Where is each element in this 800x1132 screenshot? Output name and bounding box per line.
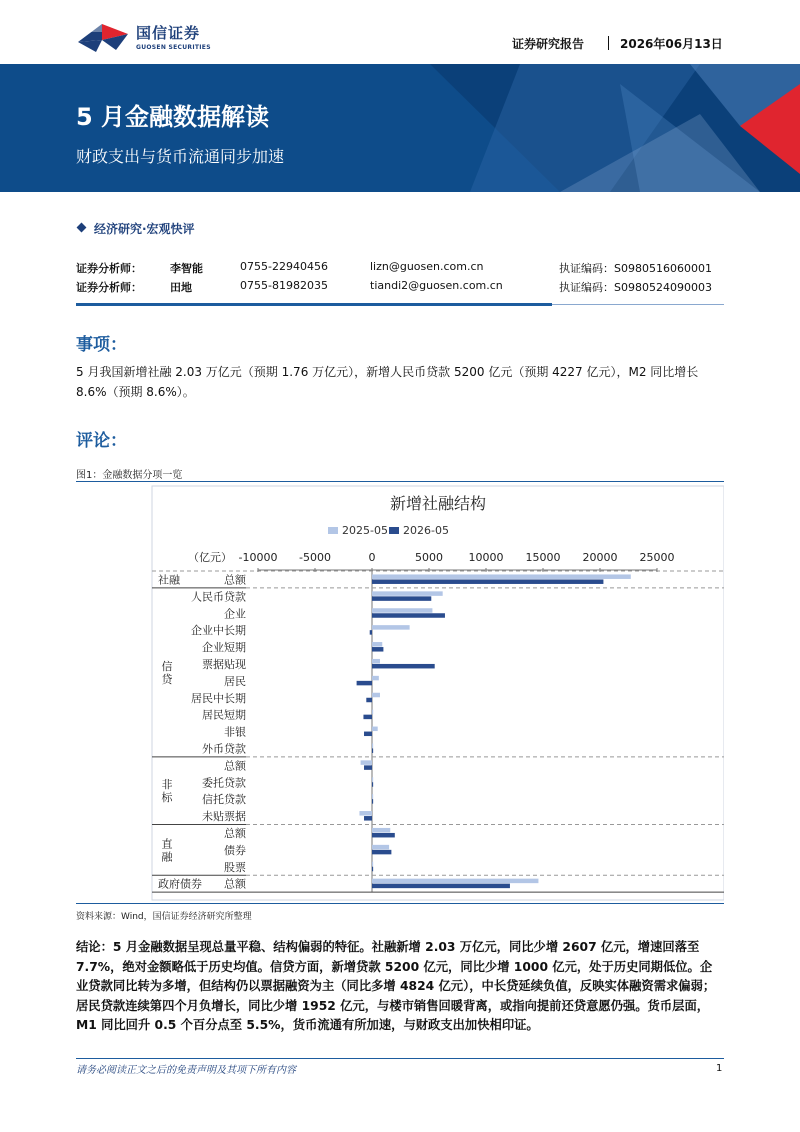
axis-unit-label: （亿元） bbox=[188, 551, 232, 564]
page-title: 5 月金融数据解读 bbox=[76, 103, 270, 131]
bar-2026-05 bbox=[372, 748, 373, 753]
category-label: 居民中长期 bbox=[191, 691, 246, 705]
analyst-cert: 执证编码：S0980516060001 bbox=[559, 262, 712, 275]
legend-label: 2025-05 bbox=[342, 524, 388, 537]
section-heading-comment: 评论： bbox=[76, 431, 127, 451]
chart-title: 新增社融结构 bbox=[389, 494, 487, 513]
group-label: 融 bbox=[161, 850, 173, 864]
analyst-row bbox=[76, 260, 726, 276]
category-label: 总额 bbox=[224, 877, 246, 891]
category-label: 股票 bbox=[224, 860, 246, 874]
disclaimer-note[interactable]: 请务必阅读正文之后的免责声明及其项下所有内容 bbox=[76, 1065, 296, 1076]
bar-2025-05 bbox=[372, 727, 378, 732]
category-label: 信托贷款 bbox=[202, 793, 246, 807]
diamond-icon bbox=[77, 223, 87, 233]
x-tick-label: 20000 bbox=[582, 551, 618, 564]
analyst-phone: 0755-81982035 bbox=[240, 279, 328, 292]
group-label: 社融 bbox=[158, 573, 180, 587]
group-label: 政府债券 bbox=[158, 877, 202, 891]
x-tick-label: 25000 bbox=[639, 551, 675, 564]
category-label: 债券 bbox=[224, 843, 246, 857]
bar-2025-05 bbox=[372, 862, 373, 867]
report-date: 2026年06月13日 bbox=[620, 37, 723, 51]
bar-2026-05 bbox=[364, 732, 372, 737]
category-label: 非银 bbox=[224, 725, 246, 739]
category-label: 总额 bbox=[224, 759, 246, 773]
legend-swatch bbox=[328, 527, 338, 534]
bar-2026-05 bbox=[366, 698, 372, 703]
bar-2025-05 bbox=[361, 760, 372, 765]
guosen-logo-icon bbox=[76, 20, 130, 54]
conclusion-paragraph: 结论：5 月金融数据呈现总量平稳、结构偏弱的特征。社融新增 2.03 万亿元，同比少增 2607 亿元，增速回落至 7.7%，绝对金额略低于历史均值。信贷方面，新增贷款 5200 亿元，同比少增 1000 亿元，处于历史同期低位。企业贷款同比转为多增，但结构仍以票据融资为主（同比多增 4824 亿元），中长贷延续负值，反映实体融资需求偏弱；居民贷款连续第四个月负增长，同比少增 1952 亿元，与楼市销售回暖背离，或指向提前还贷意愿仍强。货币层面，M1 同比回升 0.5 个百分点至 5.5%，货币流通有所加速，与财政支出加快相印证。 bbox=[76, 940, 716, 1032]
legend-swatch bbox=[389, 527, 399, 534]
analyst-divider-thin bbox=[552, 304, 724, 305]
category-label: 人民币贷款 bbox=[191, 590, 246, 604]
analyst-role: 证券分析师： bbox=[76, 281, 142, 294]
bar-2026-05 bbox=[372, 664, 435, 669]
logo-text: 国信证券 bbox=[136, 24, 201, 42]
x-tick-label: -10000 bbox=[238, 551, 278, 564]
bar-2025-05 bbox=[372, 710, 373, 715]
bar-2026-05 bbox=[372, 782, 373, 787]
bar-2025-05 bbox=[372, 845, 389, 850]
footer-rule bbox=[76, 1058, 724, 1059]
group-label: 信 bbox=[161, 659, 173, 673]
category-label: 居民短期 bbox=[202, 708, 246, 722]
social-financing-chart bbox=[76, 482, 724, 902]
legend-label: 2026-05 bbox=[403, 524, 449, 537]
page-number: 1 bbox=[716, 1063, 723, 1074]
bar-2026-05 bbox=[372, 799, 373, 804]
bar-2026-05 bbox=[372, 579, 603, 584]
bar-2026-05 bbox=[372, 850, 391, 855]
analyst-email[interactable]: tiandi2@guosen.com.cn bbox=[370, 279, 503, 292]
category-label: 未贴票据 bbox=[202, 810, 246, 824]
bar-2026-05 bbox=[372, 833, 395, 838]
analyst-name: 田地 bbox=[170, 281, 192, 294]
x-tick-label: -5000 bbox=[299, 551, 331, 564]
bar-2026-05 bbox=[357, 681, 372, 686]
bar-2025-05 bbox=[372, 676, 379, 681]
group-label: 非 bbox=[161, 778, 173, 792]
category-label: 外币贷款 bbox=[202, 742, 246, 756]
bar-2025-05 bbox=[372, 743, 373, 748]
category-label: 票据贴现 bbox=[202, 657, 246, 671]
matters-paragraph: 5 月我国新增社融 2.03 万亿元（预期 1.76 万亿元），新增人民币贷款 5200 亿元（预期 4227 亿元），M2 同比增长 8.6%（预期 8.6%）。 bbox=[76, 365, 699, 399]
category-label: 总额 bbox=[224, 573, 246, 587]
group-label: 直 bbox=[161, 837, 173, 851]
category-label: 总额 bbox=[224, 826, 246, 840]
page-subtitle: 财政支出与货币流通同步加速 bbox=[76, 147, 285, 166]
meta-divider bbox=[608, 36, 609, 50]
bar-2025-05 bbox=[372, 574, 631, 579]
bar-2026-05 bbox=[363, 715, 372, 720]
x-tick-label: 5000 bbox=[415, 551, 443, 564]
x-tick-label: 10000 bbox=[468, 551, 504, 564]
bar-2026-05 bbox=[364, 816, 372, 821]
logo-subtext: GUOSEN SECURITIES bbox=[136, 44, 211, 51]
bar-2025-05 bbox=[372, 642, 382, 647]
x-tick-label: 15000 bbox=[525, 551, 561, 564]
category-label: 企业 bbox=[224, 607, 246, 621]
bar-2026-05 bbox=[372, 596, 431, 601]
category-label: 企业短期 bbox=[202, 641, 246, 655]
bar-2026-05 bbox=[370, 630, 372, 635]
category-label: 委托贷款 bbox=[202, 776, 246, 790]
bar-2025-05 bbox=[372, 608, 432, 613]
bar-2026-05 bbox=[372, 884, 510, 889]
bar-2026-05 bbox=[372, 647, 383, 652]
logo bbox=[76, 20, 236, 56]
section-heading-matters: 事项： bbox=[76, 335, 127, 355]
analyst-role: 证券分析师： bbox=[76, 262, 142, 275]
category-label: 企业中长期 bbox=[191, 624, 246, 638]
bar-2026-05 bbox=[364, 765, 372, 770]
bar-2025-05 bbox=[372, 659, 380, 664]
category-label: 居民 bbox=[224, 674, 246, 688]
x-tick-label: 0 bbox=[368, 551, 376, 564]
bar-2025-05 bbox=[372, 777, 373, 782]
source-note: 资料来源：Wind，国信证券经济研究所整理 bbox=[76, 912, 252, 922]
source-rule bbox=[76, 903, 724, 904]
bar-2026-05 bbox=[372, 867, 373, 872]
bar-2025-05 bbox=[372, 693, 380, 698]
bar-2025-05 bbox=[372, 625, 410, 630]
bar-2025-05 bbox=[372, 879, 538, 884]
section-tag: 经济研究·宏观快评 bbox=[94, 222, 195, 236]
report-type: 证券研究报告 bbox=[512, 37, 585, 51]
analyst-name: 李智能 bbox=[170, 262, 203, 275]
bar-2025-05 bbox=[359, 811, 372, 816]
group-label: 贷 bbox=[161, 672, 173, 686]
analyst-email[interactable]: lizn@guosen.com.cn bbox=[370, 260, 484, 273]
bar-2025-05 bbox=[372, 828, 390, 833]
figure-caption: 图1：金融数据分项一览 bbox=[76, 470, 183, 481]
analyst-cert: 执证编码：S0980524090003 bbox=[559, 281, 712, 294]
bar-2026-05 bbox=[372, 613, 445, 618]
analyst-phone: 0755-22940456 bbox=[240, 260, 328, 273]
bar-2025-05 bbox=[372, 794, 373, 799]
analyst-row bbox=[76, 279, 726, 295]
bar-2025-05 bbox=[372, 591, 443, 596]
group-label: 标 bbox=[161, 791, 173, 805]
title-banner bbox=[0, 64, 800, 192]
analyst-divider bbox=[76, 303, 552, 306]
